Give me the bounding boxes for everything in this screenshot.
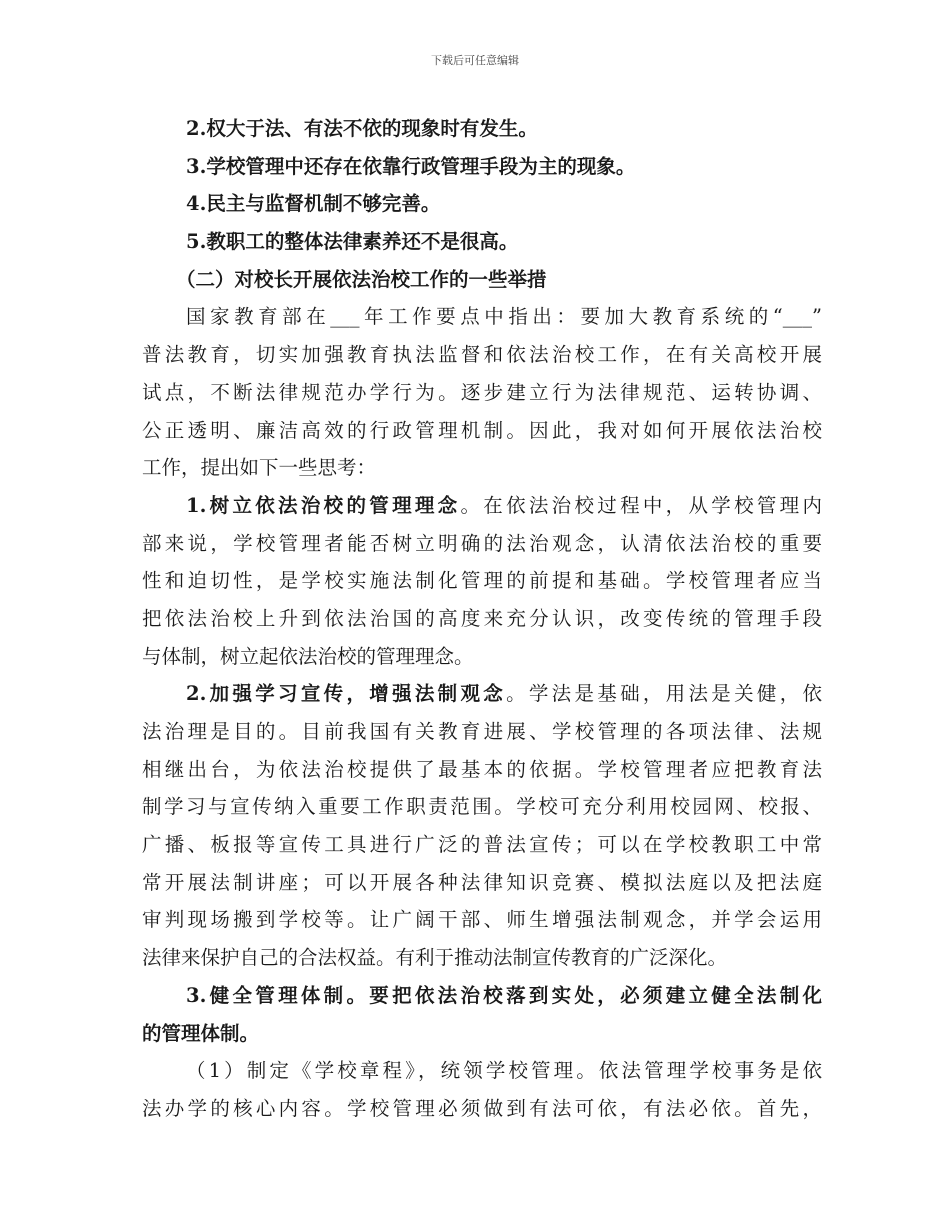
paragraph-line: 工作，提出如下一些思考： [142, 456, 377, 480]
paragraph-line: 公正透明、廉洁高效的行政管理机制。因此，我对如何开展依法治校 [142, 418, 822, 442]
paragraph-line: （1）制定《学校章程》，统领学校管理。依法管理学校事务是依 [186, 1059, 822, 1083]
list-item: 2.权大于法、有法不依的现象时有发生。 [186, 117, 538, 140]
list-item: 3.学校管理中还存在依靠行政管理手段为主的现象。 [186, 154, 636, 178]
paragraph-line: 常开展法制讲座；可以开展各种法律知识竞赛、模拟法庭以及把法庭 [142, 870, 822, 894]
paragraph-line: 3.健全管理体制。要把依法治校落到实处，必须建立健全法制化 [186, 983, 822, 1007]
paragraph-line: 试点，不断法律规范办学行为。逐步建立行为法律规范、运转协调、 [142, 380, 822, 404]
page-header: 下载后可任意编辑 [431, 54, 519, 67]
section-heading: （二）对校长开展依法治校工作的一些举措 [176, 267, 547, 291]
paragraph-line: 国家教育部在___年工作要点中指出：要加大教育系统的“___” [186, 305, 822, 329]
paragraph-lead: 1.树立依法治校的管理理念 [186, 493, 461, 517]
paragraph-line: 的管理体制。 [142, 1021, 260, 1045]
paragraph-line: 把依法治校上升到依法治国的高度来充分认识，改变传统的管理手段 [142, 606, 822, 630]
paragraph-lead: 2.加强学习宣传，增强法制观念 [186, 682, 507, 706]
paragraph-line: 普法教育，切实加强教育执法监督和依法治校工作，在有关高校开展 [142, 343, 822, 367]
paragraph-line: 制学习与宣传纳入重要工作职责范围。学校可充分利用校园网、校报、 [142, 795, 822, 819]
paragraph-line: 审判现场搬到学校等。让广阔干部、师生增强法制观念，并学会运用 [142, 908, 822, 932]
paragraph-line: 1.树立依法治校的管理理念。在依法治校过程中，从学校管理内 [186, 493, 822, 517]
list-item: 5.教职工的整体法律素养还不是很高。 [186, 230, 519, 254]
paragraph-line: 法办学的核心内容。学校管理必须做到有法可依，有法必依。首先， [142, 1096, 822, 1120]
paragraph-line: 法律来保护自己的合法权益。有利于推动法制宣传教育的广泛深化。 [142, 946, 728, 970]
document-body [142, 110, 822, 1128]
paragraph-line: 相继出台，为依法治校提供了最基本的依据。学校管理者应把教育法 [142, 757, 822, 781]
paragraph-line: 性和迫切性，是学校实施法制化管理的前提和基础。学校管理者应当 [142, 569, 822, 593]
paragraph-line: 2.加强学习宣传，增强法制观念。学法是基础，用法是关健，依 [186, 682, 822, 706]
paragraph-line: 法治理是目的。目前我国有关教育进展、学校管理的各项法律、法规 [142, 720, 822, 743]
paragraph-line: 广播、板报等宣传工具进行广泛的普法宣传；可以在学校教职工中常 [142, 833, 822, 857]
list-item: 4.民主与监督机制不够完善。 [186, 192, 441, 216]
paragraph-line: 部来说，学校管理者能否树立明确的法治观念，认清依法治校的重要 [142, 531, 822, 555]
paragraph-line: 与体制，树立起依法治校的管理理念。 [142, 644, 474, 668]
